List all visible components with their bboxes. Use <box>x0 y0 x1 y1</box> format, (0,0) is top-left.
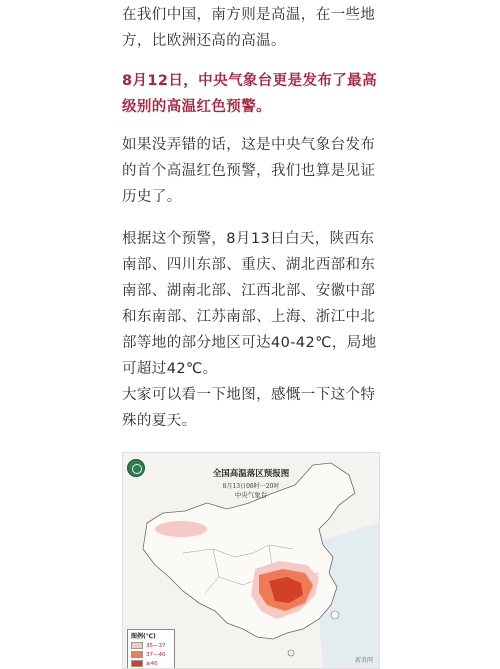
legend-title: 图例(℃) <box>131 633 156 640</box>
paragraph-south-heat: 在我们中国，南方则是高温，在一些地方，比欧洲还高的高温。 <box>122 7 376 49</box>
paragraph-forecast-regions: 根据这个预警，8月13日白天，陕西东南部、四川东部、重庆、湖北西部和东南部、湖南北部、江西北部、安徽中部和东南部、江苏南部、上海、浙江中北部等地的部分地区可达40-42℃，局地可超过42℃。 <box>122 231 377 377</box>
map-legend <box>127 629 175 669</box>
paragraph-history: 如果没弄错的话，这是中央气象台发布的首个高温红色预警，我们也算是见证历史了。 <box>122 137 376 205</box>
legend-row <box>131 641 174 650</box>
paragraph-look-map: 大家可以看一下地图，感慨一下这个特殊的夏天。 <box>122 387 376 429</box>
source-watermark: 新浪网 <box>354 657 373 664</box>
heat-forecast-map[interactable] <box>122 452 380 669</box>
legend-label: 35—37 <box>146 642 166 649</box>
map-subtitle: 8月13日08时一20时 <box>222 483 280 490</box>
map-organization: 中央气象台 <box>234 491 268 499</box>
map-title: 全国高温落区预报图 <box>212 469 290 479</box>
legend-label: 37—40 <box>146 651 166 658</box>
headline-red-alert: 8月12日，中央气象台更是发布了最高级别的高温红色预警。 <box>122 73 377 115</box>
heat-zone-northwest <box>155 521 207 537</box>
legend-label: ≥40 <box>146 660 158 667</box>
legend-swatch-mid <box>131 651 143 658</box>
legend-swatch-low <box>131 642 143 649</box>
legend-swatch-high <box>131 660 143 667</box>
legend-row <box>131 650 174 659</box>
